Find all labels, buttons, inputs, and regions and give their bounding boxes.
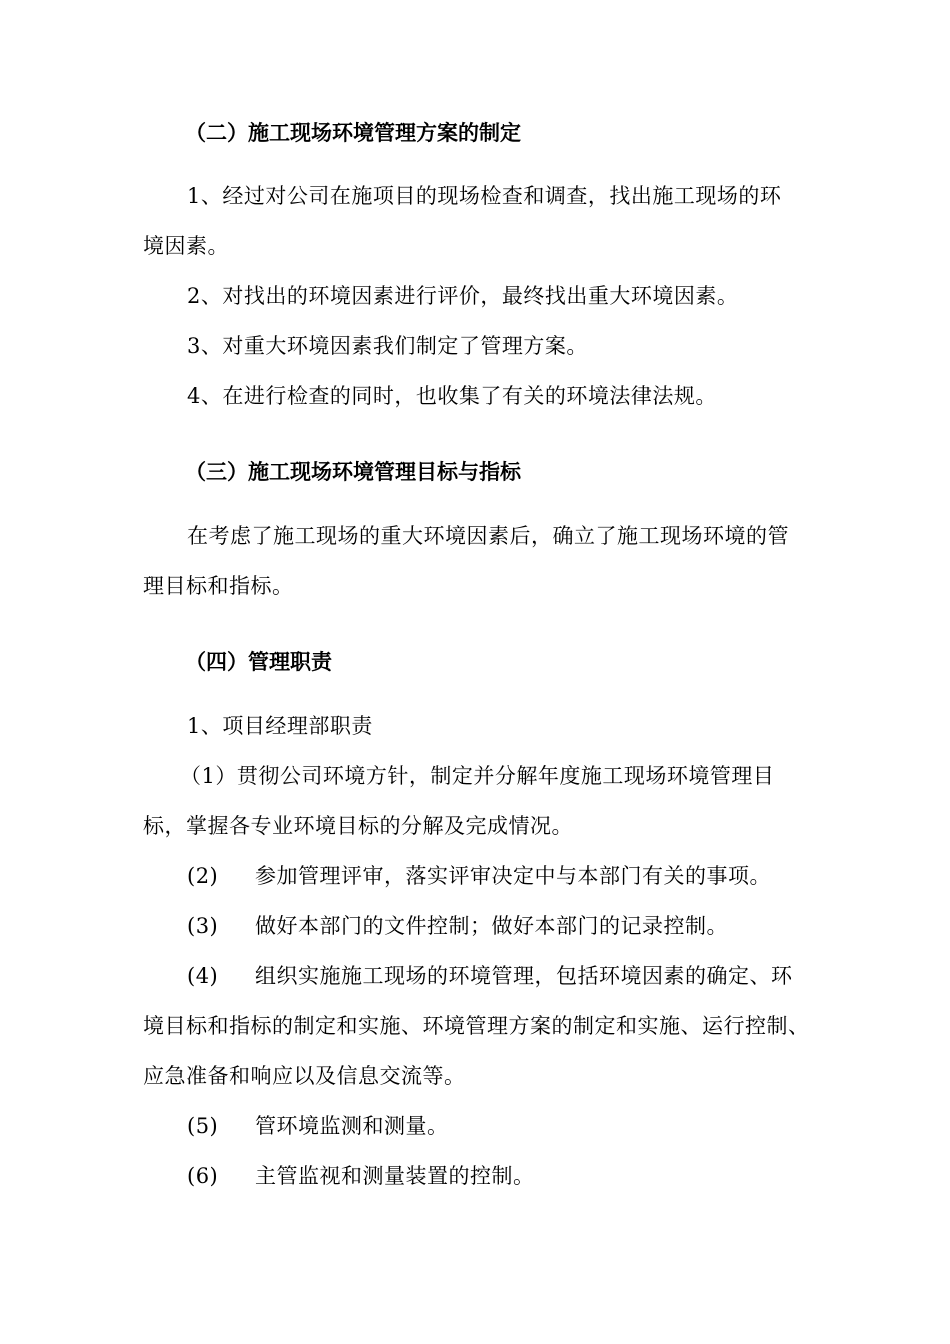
s2-paragraph-2: 2、对找出的环境因素进行评价，最终找出重大环境因素。 [187, 284, 739, 308]
s2-paragraph-1-line-2: 境因素。 [143, 234, 229, 258]
s4-item-4-line-1 [187, 962, 877, 990]
item-4-text-line-1: 组织实施施工现场的环境管理，包括环境因素的确定、环 [255, 964, 793, 988]
section-heading-4: （四）管理职责 [185, 650, 332, 674]
item-4-number: (4) [187, 964, 219, 988]
s4-item-4-line-3: 应急准备和响应以及信息交流等。 [143, 1064, 466, 1088]
item-5-text: 管环境监测和测量。 [255, 1114, 449, 1138]
s4-item-6 [187, 1162, 877, 1190]
item-6-number: (6) [187, 1164, 219, 1188]
s4-item-1-line-1: （1）贯彻公司环境方针，制定并分解年度施工现场环境管理目 [180, 764, 775, 788]
item-2-text: 参加管理评审，落实评审决定中与本部门有关的事项。 [255, 864, 771, 888]
item-6-text: 主管监视和测量装置的控制。 [255, 1164, 535, 1188]
section-heading-3: （三）施工现场环境管理目标与指标 [185, 460, 521, 484]
s3-paragraph-1-line-1: 在考虑了施工现场的重大环境因素后，确立了施工现场环境的管 [187, 524, 789, 548]
item-5-number: (5) [187, 1114, 219, 1138]
section-heading-2: （二）施工现场环境管理方案的制定 [185, 121, 521, 145]
s4-item-4-line-2: 境目标和指标的制定和实施、环境管理方案的制定和实施、运行控制、 [143, 1014, 810, 1038]
s4-subheading-1: 1、项目经理部职责 [187, 714, 373, 738]
s2-paragraph-1-line-1: 1、经过对公司在施项目的现场检查和调查，找出施工现场的环 [187, 184, 782, 208]
s4-item-5 [187, 1112, 877, 1140]
s2-paragraph-4: 4、在进行检查的同时，也收集了有关的环境法律法规。 [187, 384, 717, 408]
item-3-text: 做好本部门的文件控制；做好本部门的记录控制。 [255, 914, 728, 938]
s4-item-2 [187, 862, 877, 890]
item-2-number: (2) [187, 864, 219, 888]
s4-item-3 [187, 912, 877, 940]
s3-paragraph-1-line-2: 理目标和指标。 [143, 574, 294, 598]
s4-item-1-line-2: 标，掌握各专业环境目标的分解及完成情况。 [143, 814, 573, 838]
item-3-number: (3) [187, 914, 219, 938]
s2-paragraph-3: 3、对重大环境因素我们制定了管理方案。 [187, 334, 588, 358]
